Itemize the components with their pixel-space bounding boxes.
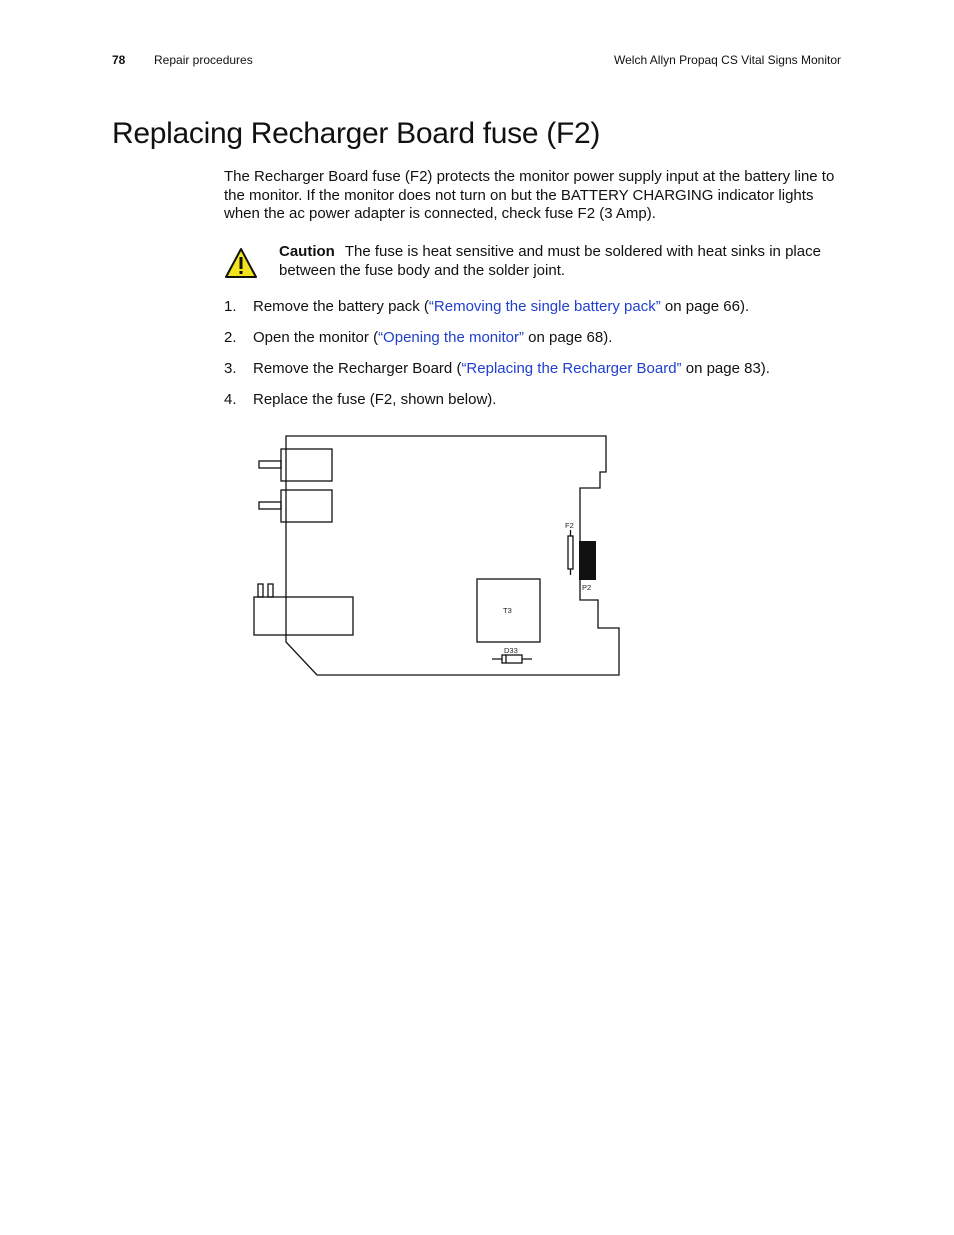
step-text-before: Remove the battery pack ( xyxy=(253,298,429,315)
power-block-pin xyxy=(268,584,273,597)
step-text-before: Replace the fuse (F2, shown below). xyxy=(253,391,497,408)
f2-fuse xyxy=(568,536,573,569)
step-text xyxy=(253,391,496,409)
page-title: Replacing Recharger Board fuse (F2) xyxy=(112,117,601,150)
step-number: 4. xyxy=(224,391,237,408)
step-text-before: Open the monitor ( xyxy=(253,329,379,346)
link-opening-monitor[interactable]: “Opening the monitor” xyxy=(378,329,524,346)
step-text-after: on page 66). xyxy=(660,298,750,315)
p2-connector xyxy=(579,541,596,580)
link-removing-battery-pack[interactable]: “Removing the single battery pack” xyxy=(428,298,661,315)
intro-paragraph: The Recharger Board fuse (F2) protects the monitor power supply input at the battery line to the monitor. If the monitor does not turn on but the BATTERY CHARGING indicator lights when the ac power adapter is connected, check fuse F2 (3 Amp). xyxy=(224,168,835,222)
connector-lower xyxy=(281,490,332,522)
f2-label: F2 xyxy=(565,521,574,530)
product-name: Welch Allyn Propaq CS Vital Signs Monitor xyxy=(614,53,841,67)
step-text xyxy=(253,298,749,316)
connector-upper xyxy=(281,449,332,481)
page-number: 78 xyxy=(112,53,126,67)
d33-diode xyxy=(502,655,522,663)
caution-text xyxy=(279,243,839,280)
step-text xyxy=(253,360,770,378)
caution-body: The fuse is heat sensitive and must be soldered with heat sinks in place between the fuse body and the solder joint. xyxy=(279,243,821,279)
step-number: 3. xyxy=(224,360,237,377)
connector-lower-pin xyxy=(259,502,281,509)
power-block xyxy=(254,597,353,635)
t3-label: T3 xyxy=(503,606,512,615)
step-number: 2. xyxy=(224,329,237,346)
link-replacing-recharger-board[interactable]: “Replacing the Recharger Board” xyxy=(461,360,682,377)
step-text xyxy=(253,329,612,347)
caution-label: Caution xyxy=(279,243,335,260)
step-text-after: on page 83). xyxy=(681,360,770,377)
board-outline xyxy=(286,436,619,675)
p2-label: P2 xyxy=(582,583,592,592)
d33-label: D33 xyxy=(504,646,518,655)
warning-triangle-icon xyxy=(224,247,258,279)
step-text-before: Remove the Recharger Board ( xyxy=(253,360,462,377)
section-name: Repair procedures xyxy=(154,53,253,67)
power-block-pin xyxy=(258,584,263,597)
step-text-after: on page 68). xyxy=(523,329,613,346)
connector-upper-pin xyxy=(259,461,281,468)
step-number: 1. xyxy=(224,298,237,315)
recharger-board-diagram xyxy=(250,430,630,685)
